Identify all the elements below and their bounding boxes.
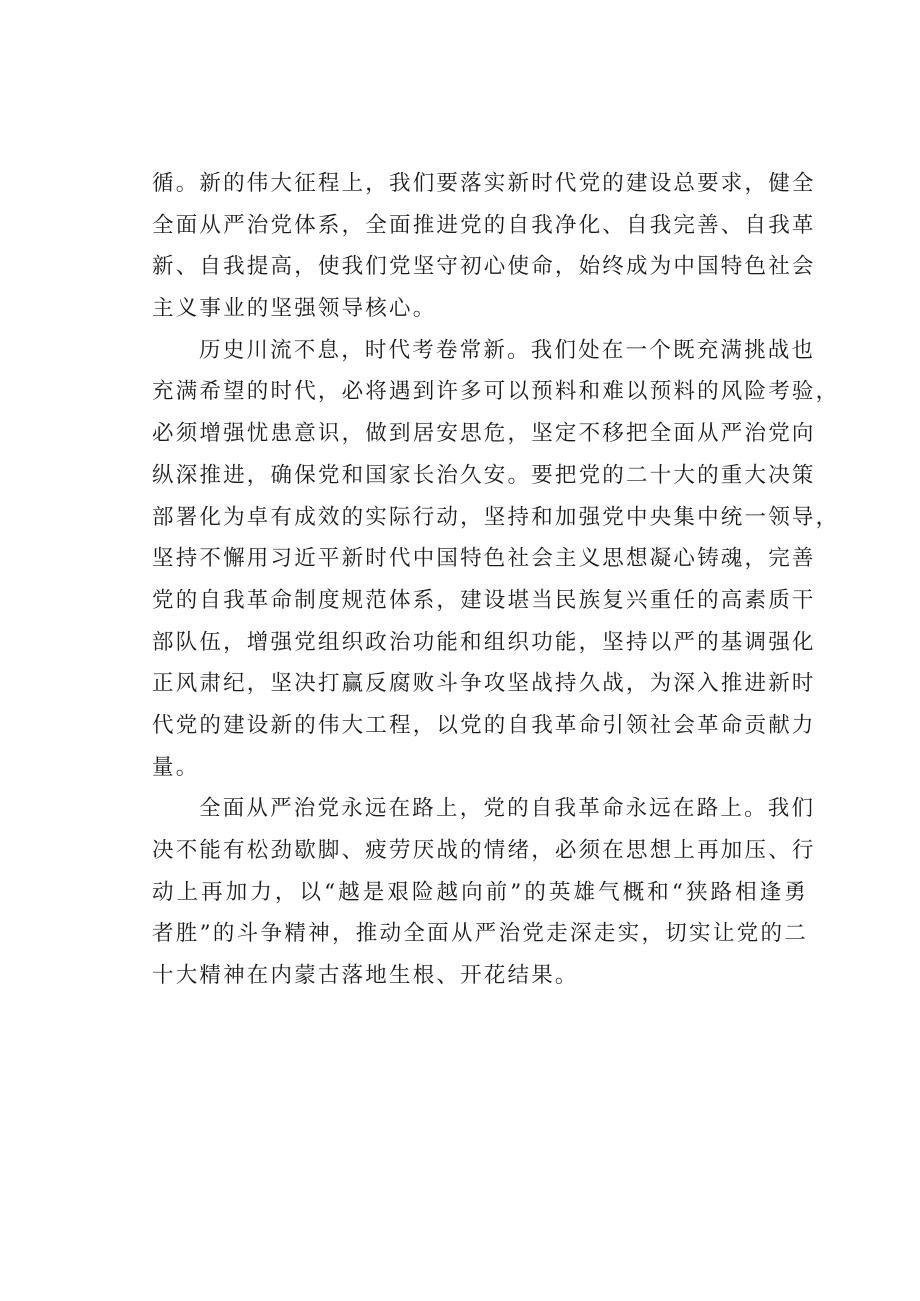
paragraph-1 xyxy=(152,163,816,330)
text-line: 量。 xyxy=(152,754,200,780)
paragraph-3 xyxy=(152,788,816,996)
text-line: 动上再加力，以“越是艰险越向前”的英雄气概和“狭路相逢勇 xyxy=(152,879,808,905)
text-line: 新、自我提高，使我们党坚守初心使命，始终成为中国特色社会 xyxy=(152,254,816,280)
text-line: 部队伍，增强党组织政治功能和组织功能，坚持以严的基调强化 xyxy=(152,629,816,655)
text-line: 历史川流不息，时代考卷常新。我们处在一个既充满挑战也 xyxy=(199,337,816,363)
document-body xyxy=(152,163,840,997)
text-line: 坚持不懈用习近平新时代中国特色社会主义思想凝心铸魂，完善 xyxy=(152,546,816,572)
text-line: 部署化为卓有成效的实际行动，坚持和加强党中央集中统一领导， xyxy=(152,504,840,530)
text-line: 充满希望的时代，必将遇到许多可以预料和难以预料的风险考验， xyxy=(152,379,840,405)
text-line: 全面从严治党体系，全面推进党的自我净化、自我完善、自我革 xyxy=(152,212,816,238)
text-line: 决不能有松劲歇脚、疲劳厌战的情绪，必须在思想上再加压、行 xyxy=(152,838,816,863)
text-line: 纵深推进，确保党和国家长治久安。要把党的二十大的重大决策 xyxy=(152,462,816,488)
text-line: 十大精神在内蒙古落地生根、开花结果。 xyxy=(152,963,579,989)
text-line: 党的自我革命制度规范体系，建设堪当民族复兴重任的高素质干 xyxy=(152,587,816,613)
text-line: 者胜”的斗争精神，推动全面从严治党走深走实，切实让党的二 xyxy=(152,921,808,947)
text-line: 代党的建设新的伟大工程，以党的自我革命引领社会革命贡献力 xyxy=(152,712,816,738)
text-line: 主义事业的坚强领导核心。 xyxy=(152,296,437,322)
text-line: 循。新的伟大征程上，我们要落实新时代党的建设总要求，健全 xyxy=(152,171,816,196)
text-line: 正风肃纪，坚决打赢反腐败斗争攻坚战持久战，为深入推进新时 xyxy=(152,671,816,697)
paragraph-2 xyxy=(152,330,840,789)
text-line: 全面从严治党永远在路上，党的自我革命永远在路上。我们 xyxy=(199,796,816,822)
text-line: 必须增强忧患意识，做到居安思危，坚定不移把全面从严治党向 xyxy=(152,421,816,447)
